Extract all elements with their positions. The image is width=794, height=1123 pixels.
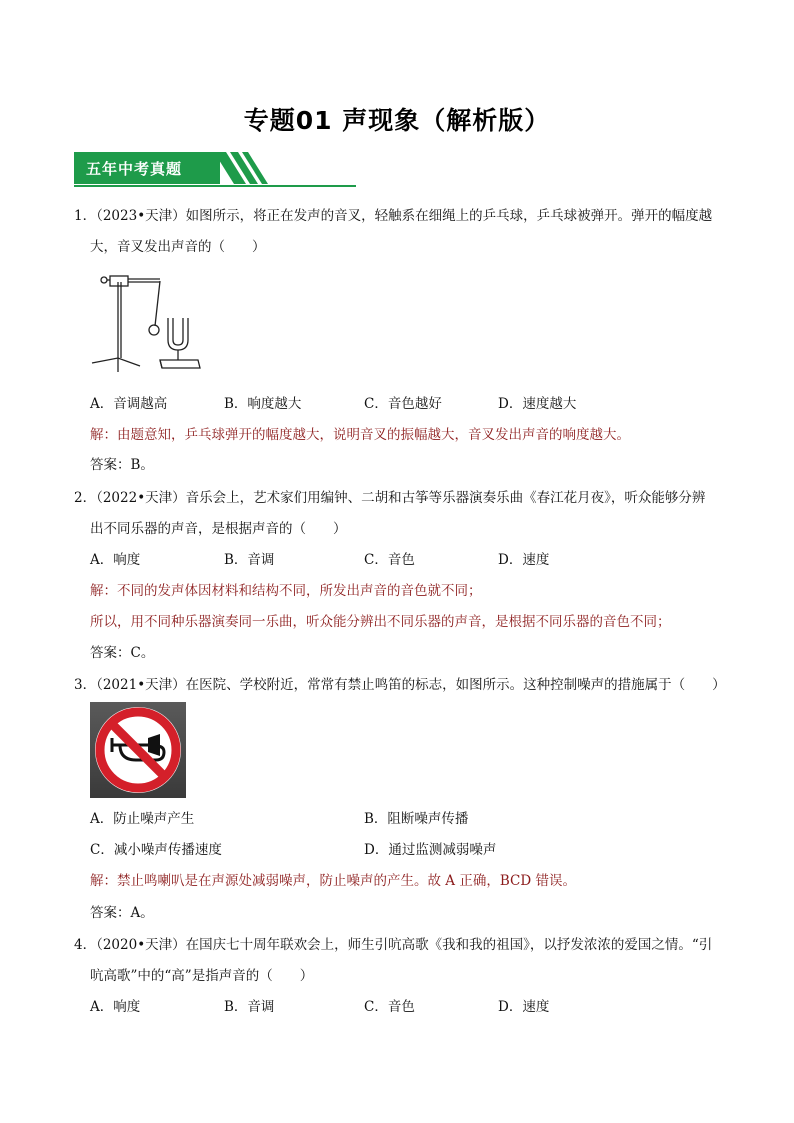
q4-line1: 4．（2020•天津）在国庆七十周年联欢会上，师生引吭高歌《我和我的祖国》，以抒发浓浓的爱国之情。“引 <box>74 937 713 953</box>
q1-option-b: B．响度越大 <box>224 396 302 412</box>
q4-option-d: D．速度 <box>498 999 550 1015</box>
q1-solution: 解：由题意知，乒乓球弹开的幅度越大，说明音叉的振幅越大，音叉发出声音的响度越大。 <box>90 427 630 443</box>
q4-option-c: C．音色 <box>364 999 415 1015</box>
q2-line1: 2．（2022•天津）音乐会上，艺术家们用编钟、二胡和古筝等乐器演奏乐曲《春江花月夜》，听众能够分辨 <box>74 490 706 506</box>
q2-option-c: C．音色 <box>364 552 415 568</box>
tuning-fork-pendulum-figure <box>88 268 208 374</box>
q3-option-c: C．减小噪声传播速度 <box>90 842 222 858</box>
q2-answer: 答案：C。 <box>90 645 155 661</box>
q3-line1: 3．（2021•天津）在医院、学校附近，常常有禁止鸣笛的标志，如图所示。这种控制噪声的措施属于（ ） <box>74 677 726 693</box>
q3-option-a: A．防止噪声产生 <box>90 811 195 827</box>
q2-solution-2: 所以，用不同种乐器演奏同一乐曲，听众能分辨出不同乐器的声音，是根据不同乐器的音色不同； <box>90 614 671 630</box>
q2-option-b: B．音调 <box>224 552 275 568</box>
banner-text: 五年中考真题 <box>86 160 183 178</box>
q1-option-c: C．音色越好 <box>364 396 442 412</box>
q1-option-a: A．音调越高 <box>90 396 168 412</box>
q3-option-b: B．阻断噪声传播 <box>364 811 469 827</box>
q4-option-b: B．音调 <box>224 999 275 1015</box>
page-title: 专题01 声现象（解析版） <box>243 106 551 135</box>
no-honking-sign-icon <box>90 702 186 798</box>
q3-option-d: D．通过监测减弱噪声 <box>364 842 497 858</box>
q2-solution-1: 解：不同的发声体因材料和结构不同，所发出声音的音色就不同； <box>90 583 482 599</box>
q3-solution: 解：禁止鸣喇叭是在声源处减弱噪声，防止噪声的产生。故 A 正确，BCD 错误。 <box>90 873 576 889</box>
q4-option-a: A．响度 <box>90 999 141 1015</box>
q2-line2: 出不同乐器的声音，是根据声音的（ ） <box>90 521 347 537</box>
q1-option-d: D．速度越大 <box>498 396 577 412</box>
section-banner <box>74 152 356 186</box>
q3-answer: 答案：A。 <box>90 905 154 921</box>
q2-option-d: D．速度 <box>498 552 550 568</box>
q1-line1: 1．（2023•天津）如图所示，将正在发声的音叉，轻触系在细绳上的乒乓球，乒乓球被弹开。弹开的幅度越 <box>74 208 713 224</box>
banner-stripes-icon <box>214 152 334 186</box>
q4-line2: 吭高歌”中的“高”是指声音的（ ） <box>90 968 314 984</box>
q2-option-a: A．响度 <box>90 552 141 568</box>
banner-underline <box>74 185 356 187</box>
q1-line2: 大，音叉发出声音的（ ） <box>90 239 266 255</box>
q1-answer: 答案：B。 <box>90 457 154 473</box>
